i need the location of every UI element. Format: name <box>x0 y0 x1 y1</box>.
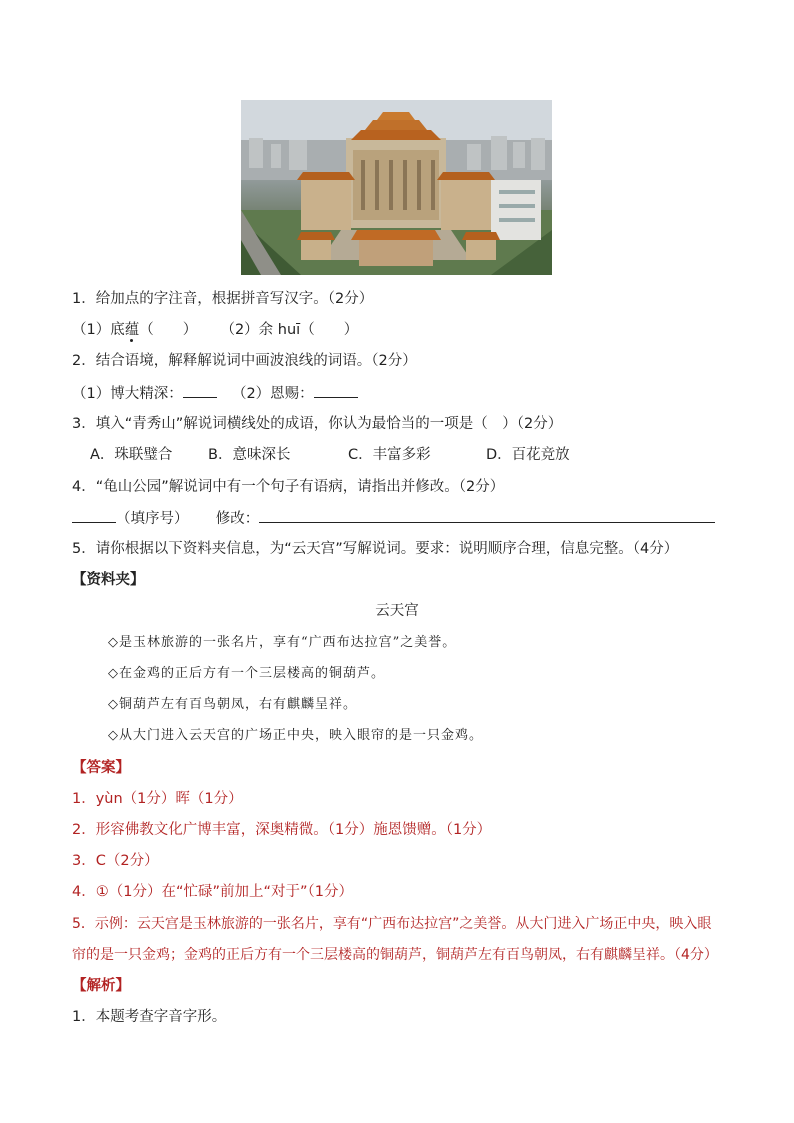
analysis-label: 【解析】 <box>72 978 130 994</box>
q3-option-a[interactable]: A．珠联璧合 <box>90 447 173 463</box>
folder-label: 【资料夹】 <box>72 572 145 588</box>
answer-3: 3．C（2分） <box>72 853 159 869</box>
question-2-subitems <box>72 383 358 404</box>
answer-2: 2．形容佛教文化广博丰富，深奥精微。（1分）施恩馈赠。（1分） <box>72 822 492 838</box>
question-1-text: 1．给加点的字注音，根据拼音写汉字。（2分） <box>72 291 374 307</box>
folder-title: 云天宫 <box>375 603 419 619</box>
palace-photo <box>241 100 552 275</box>
q2-blank-1[interactable] <box>183 383 217 398</box>
q4-modify-label: 修改： <box>215 511 260 527</box>
q1-sub1-blank: （ ） <box>139 322 198 338</box>
answer-label: 【答案】 <box>72 760 130 776</box>
q4-fill-label: （填序号） <box>116 511 189 527</box>
answer-1: 1．yùn（1分）晖（1分） <box>72 791 243 807</box>
question-3-text: 3．填入“青秀山”解说词横线处的成语，你认为最恰当的一项是（ ）（2分） <box>72 416 563 432</box>
question-2-text: 2．结合语境，解释解说词中画波浪线的词语。（2分） <box>72 353 417 369</box>
answer-5-line-1: 5．示例：云天宫是玉林旅游的一张名片，享有“广西布达拉宫”之美誉。从大门进入广场正中央，映入眼 <box>72 916 712 932</box>
folder-item: ◇在金鸡的正后方有一个三层楼高的铜葫芦。 <box>108 666 385 681</box>
question-1-subitems <box>72 320 358 340</box>
q2-blank-2[interactable] <box>314 383 358 398</box>
q2-sub1: （1）博大精深： <box>72 386 183 402</box>
q2-sub2: （2）恩赐： <box>231 386 314 402</box>
question-3-options <box>90 445 570 465</box>
q1-dotted-char: 蕴 <box>124 322 140 338</box>
q4-number-blank[interactable] <box>72 508 116 523</box>
folder-item: ◇从大门进入云天宫的广场正中央，映入眼帘的是一只金鸡。 <box>108 728 483 743</box>
answer-4: 4．①（1分）在“忙碌”前加上“对于”（1分） <box>72 884 353 900</box>
q1-sub2: （2）余 huī（ ） <box>220 322 359 338</box>
folder-item: ◇是玉林旅游的一张名片，享有“广西布达拉宫”之美誉。 <box>108 635 457 650</box>
question-5-text: 5．请你根据以下资料夹信息，为“云天宫”写解说词。要求：说明顺序合理，信息完整。（4分） <box>72 541 679 557</box>
q1-sub1-prefix: （1）底 <box>72 322 125 338</box>
q4-modify-blank[interactable] <box>259 508 715 523</box>
question-4-text: 4．“龟山公园”解说词中有一个句子有语病，请指出并修改。（2分） <box>72 479 505 495</box>
analysis-1: 1．本题考查字音字形。 <box>72 1009 227 1025</box>
folder-item: ◇铜葫芦左有百鸟朝凤，右有麒麟呈祥。 <box>108 697 357 712</box>
q3-option-c[interactable]: C．丰富多彩 <box>348 447 431 463</box>
answer-5-line-2: 帘的是一只金鸡；金鸡的正后方有一个三层楼高的铜葫芦，铜葫芦左有百鸟朝凤，右有麒麟呈祥。（4分） <box>72 947 718 963</box>
question-4-answer-line <box>72 508 715 529</box>
q3-option-b[interactable]: B．意味深长 <box>208 447 291 463</box>
q3-option-d[interactable]: D．百花竞放 <box>486 447 570 463</box>
